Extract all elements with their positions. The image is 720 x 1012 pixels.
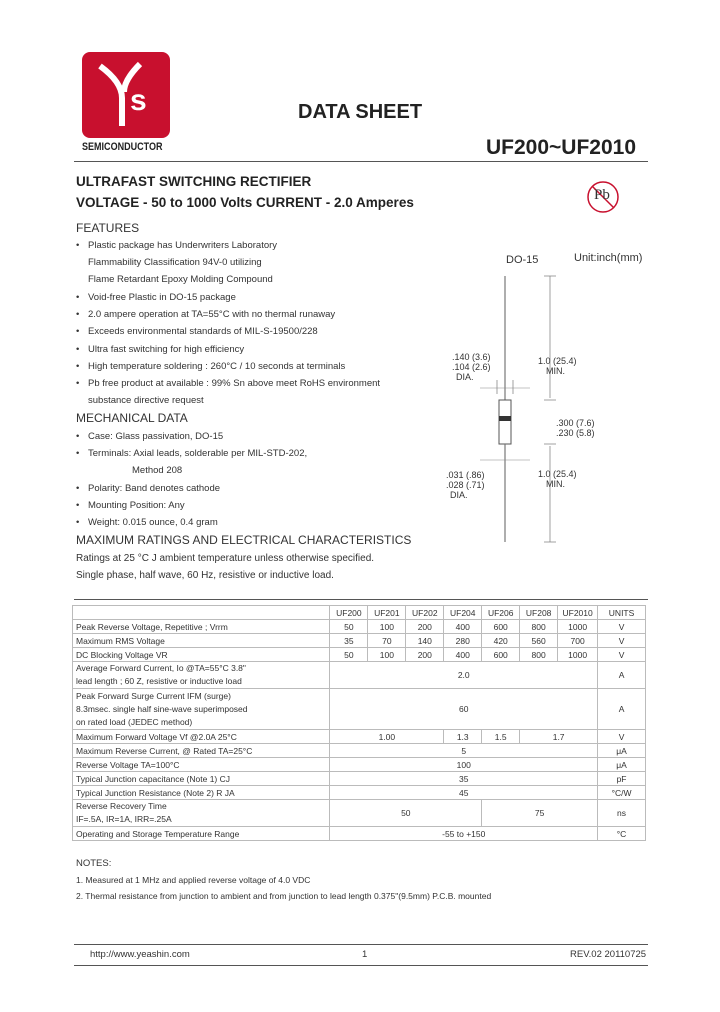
mechanical-item: • Terminals: Axial leads, solderable per MIL-STD-202, <box>76 448 308 459</box>
table-cell: 5 <box>330 744 598 758</box>
product-title: ULTRAFAST SWITCHING RECTIFIER <box>76 174 312 189</box>
unit-cell: μA <box>598 744 646 758</box>
table-cell: 2.0 <box>330 662 598 689</box>
feature-item: • Pb free product at available : 99% Sn above meet RoHS environment <box>76 378 381 389</box>
table-row <box>73 689 646 730</box>
ratings-note: Ratings at 25 °C J ambient temperature unless otherwise specified. <box>76 553 375 564</box>
unit-cell: V <box>598 730 646 744</box>
feature-item: • Plastic package has Underwriters Laboratory <box>76 240 278 251</box>
row-label: DC Blocking Voltage VR <box>73 648 330 662</box>
feature-item: • Exceeds environmental standards of MIL-S-19500/228 <box>76 326 318 337</box>
table-cell: 75 <box>482 800 598 827</box>
table-cell: 50 <box>330 620 368 634</box>
row-label: Typical Junction Resistance (Note 2) R JA <box>73 786 330 800</box>
unit-cell: °C <box>598 827 646 841</box>
table-header-cell <box>73 606 330 620</box>
feature-item: • Void-free Plastic in DO-15 package <box>76 292 236 303</box>
dim-label: 1.0 (25.4) <box>538 356 577 366</box>
feature-item: • 2.0 ampere operation at TA=55°C with no thermal runaway <box>76 309 336 320</box>
dim-label: 1.0 (25.4) <box>538 469 577 479</box>
feature-item: • High temperature soldering : 260°C / 10 seconds at terminals <box>76 361 346 372</box>
table-row <box>73 772 646 786</box>
table-cell: 200 <box>406 620 444 634</box>
table-cell: 800 <box>520 620 558 634</box>
unit-cell: A <box>598 662 646 689</box>
ratings-heading: MAXIMUM RATINGS AND ELECTRICAL CHARACTERISTICS <box>76 533 412 547</box>
table-cell: 100 <box>330 758 598 772</box>
table-row <box>73 744 646 758</box>
do15-package-drawing <box>440 270 580 550</box>
table-cell: 1.7 <box>520 730 598 744</box>
row-label: Maximum Forward Voltage Vf @2.0A 25°C <box>73 730 330 744</box>
table-row <box>73 758 646 772</box>
table-row <box>73 620 646 634</box>
dim-label: .028 (.71) <box>446 480 485 490</box>
pb-label: Pb <box>594 187 610 203</box>
table-cell: 70 <box>368 634 406 648</box>
row-label: Reverse Recovery Time IF=.5A, IR=1A, IRR=.25A <box>73 800 330 827</box>
table-header-cell: UF200 <box>330 606 368 620</box>
table-cell: 560 <box>520 634 558 648</box>
table-cell: 50 <box>330 800 482 827</box>
unit-cell: μA <box>598 758 646 772</box>
dim-label: .140 (3.6) <box>452 352 491 362</box>
ratings-note: Single phase, half wave, 60 Hz, resistive or inductive load. <box>76 570 334 581</box>
dim-label: .031 (.86) <box>446 470 485 480</box>
page-number: 1 <box>362 949 368 960</box>
table-row <box>73 800 646 827</box>
row-label: Peak Forward Surge Current IFM (surge) 8.3msec. single half sine-wave superimposed on rated load (JEDEC method) <box>73 689 330 730</box>
table-top-divider <box>74 599 648 600</box>
mechanical-item: Method 208 <box>132 465 183 476</box>
table-cell: 1000 <box>558 648 598 662</box>
dim-label: .104 (2.6) <box>452 362 491 372</box>
table-cell: 280 <box>444 634 482 648</box>
unit-cell: pF <box>598 772 646 786</box>
table-cell: 700 <box>558 634 598 648</box>
table-header-cell: UF206 <box>482 606 520 620</box>
mechanical-heading: MECHANICAL DATA <box>76 411 188 425</box>
table-cell: 35 <box>330 634 368 648</box>
table-header-cell: UF201 <box>368 606 406 620</box>
table-cell: 400 <box>444 620 482 634</box>
mechanical-item: • Mounting Position: Any <box>76 500 185 511</box>
feature-item: • Ultra fast switching for high efficiency <box>76 344 245 355</box>
table-cell: 140 <box>406 634 444 648</box>
table-header-cell: UF204 <box>444 606 482 620</box>
note-item: 2. Thermal resistance from junction to ambient and from junction to lead length 0.375"(9.5mm) P.C.B. mounted <box>76 891 492 901</box>
table-header-cell: UF208 <box>520 606 558 620</box>
pb-free-icon <box>586 180 620 214</box>
table-cell: 600 <box>482 620 520 634</box>
table-row <box>73 648 646 662</box>
dim-label: .300 (7.6) <box>556 418 595 428</box>
unit-cell: A <box>598 689 646 730</box>
model-number: UF200~UF2010 <box>486 136 637 159</box>
footer-bottom-divider <box>74 965 648 966</box>
table-cell: 1.3 <box>444 730 482 744</box>
svg-text:s: s <box>130 84 147 117</box>
unit-label: Unit:inch(mm) <box>574 252 643 264</box>
table-header-cell: UF2010 <box>558 606 598 620</box>
table-header-cell: UF202 <box>406 606 444 620</box>
footer-divider <box>74 944 648 945</box>
unit-cell: ns <box>598 800 646 827</box>
table-row <box>73 634 646 648</box>
table-cell: 400 <box>444 648 482 662</box>
table-cell: 100 <box>368 648 406 662</box>
table-row <box>73 662 646 689</box>
table-cell: 420 <box>482 634 520 648</box>
table-row <box>73 786 646 800</box>
row-label: Reverse Voltage TA=100°C <box>73 758 330 772</box>
dim-label: MIN. <box>546 479 565 489</box>
package-label: DO-15 <box>506 254 539 266</box>
feature-item: Flame Retardant Epoxy Molding Compound <box>88 274 273 285</box>
company-logo <box>82 52 170 138</box>
notes-heading: NOTES: <box>76 858 112 869</box>
row-label: Peak Reverse Voltage, Repetitive ; Vrrm <box>73 620 330 634</box>
row-label: Maximum RMS Voltage <box>73 634 330 648</box>
table-cell: 600 <box>482 648 520 662</box>
unit-cell: V <box>598 648 646 662</box>
row-label: Operating and Storage Temperature Range <box>73 827 330 841</box>
table-cell: 1.5 <box>482 730 520 744</box>
company-name: SEMICONDUCTOR <box>82 141 163 153</box>
table-row <box>73 827 646 841</box>
table-row <box>73 730 646 744</box>
feature-item: substance directive request <box>88 395 204 406</box>
table-cell: 200 <box>406 648 444 662</box>
document-title: DATA SHEET <box>298 101 423 123</box>
dim-label: DIA. <box>456 372 474 382</box>
table-cell: 1.00 <box>330 730 444 744</box>
table-cell: 800 <box>520 648 558 662</box>
row-label: Maximum Reverse Current, @ Rated TA=25°C <box>73 744 330 758</box>
unit-cell: V <box>598 634 646 648</box>
feature-item: Flammability Classification 94V-0 utilizing <box>88 257 262 268</box>
mechanical-item: • Weight: 0.015 ounce, 0.4 gram <box>76 517 218 528</box>
row-label: Typical Junction capacitance (Note 1) CJ <box>73 772 330 786</box>
table-cell: 45 <box>330 786 598 800</box>
table-cell: 60 <box>330 689 598 730</box>
dim-label: DIA. <box>450 490 468 500</box>
mechanical-item: • Case: Glass passivation, DO-15 <box>76 431 224 442</box>
mechanical-item: • Polarity: Band denotes cathode <box>76 483 221 494</box>
revision: REV.02 20110725 <box>570 949 647 960</box>
ratings-table <box>72 605 646 841</box>
table-cell: 1000 <box>558 620 598 634</box>
footer-url[interactable]: http://www.yeashin.com <box>90 949 190 960</box>
table-cell: 35 <box>330 772 598 786</box>
table-header-row <box>73 606 646 620</box>
table-header-cell: UNITS <box>598 606 646 620</box>
note-item: 1. Measured at 1 MHz and applied reverse voltage of 4.0 VDC <box>76 875 311 885</box>
features-heading: FEATURES <box>76 221 140 235</box>
unit-cell: °C/W <box>598 786 646 800</box>
unit-cell: V <box>598 620 646 634</box>
table-cell: -55 to +150 <box>330 827 598 841</box>
row-label: Average Forward Current, Io @TA=55°C 3.8" lead length ; 60 Z, resistive or inductive load <box>73 662 330 689</box>
dim-label: MIN. <box>546 366 565 376</box>
header-divider <box>74 161 648 162</box>
table-cell: 100 <box>368 620 406 634</box>
table-cell: 50 <box>330 648 368 662</box>
product-subtitle: VOLTAGE - 50 to 1000 Volts CURRENT - 2.0 Amperes <box>76 195 414 210</box>
dim-label: .230 (5.8) <box>556 428 595 438</box>
